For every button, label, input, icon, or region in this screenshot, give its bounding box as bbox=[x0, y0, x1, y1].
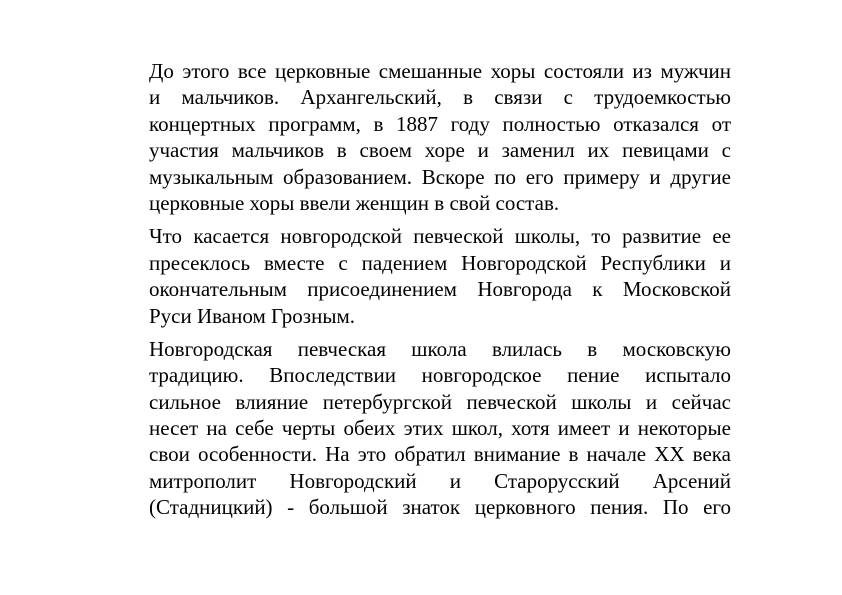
text-line: концертных программ, в 1887 году полностью отказался от bbox=[149, 111, 731, 136]
paragraph-1 bbox=[149, 58, 731, 216]
text-line: Новгородская певческая школа влилась в московскую bbox=[149, 336, 731, 361]
text-line: церковные хоры ввели женщин в свой состав. bbox=[149, 190, 560, 215]
paragraph-3 bbox=[149, 336, 731, 521]
text-line: До этого все церковные смешанные хоры состояли из мужчин bbox=[149, 59, 731, 83]
paragraph-2 bbox=[149, 223, 731, 329]
text-line: Что касается новгородской певческой школы, то развитие ее bbox=[149, 224, 731, 249]
text-line: сильное влияние петербургской певческой школы и сейчас bbox=[149, 389, 731, 414]
text-line: и мальчиков. Архангельский, в связи с трудоемкостью bbox=[149, 85, 731, 110]
text-line: митрополит Новгородский и Старорусский Арсений bbox=[149, 468, 731, 493]
text-line: Руси Иваном Грозным. bbox=[149, 303, 355, 328]
text-line: пресеклось вместе с падением Новгородской Республики и bbox=[149, 250, 731, 275]
text-line: участия мальчиков в своем хоре и заменил их певицами с bbox=[149, 138, 731, 163]
text-line: (Стадницкий) - большой знаток церковного пения. По его bbox=[149, 495, 731, 520]
text-line: свои особенности. На это обратил внимание в начале XX века bbox=[149, 442, 731, 467]
text-line: окончательным присоединением Новгорода к Московской bbox=[149, 277, 731, 302]
text-line: музыкальным образованием. Вскоре по его примеру и другие bbox=[149, 164, 731, 189]
text-line: традицию. Впоследствии новгородское пение испытало bbox=[149, 363, 731, 388]
text-body bbox=[149, 58, 731, 521]
text-line: несет на себе черты обеих этих школ, хотя имеет и некоторые bbox=[149, 416, 731, 441]
